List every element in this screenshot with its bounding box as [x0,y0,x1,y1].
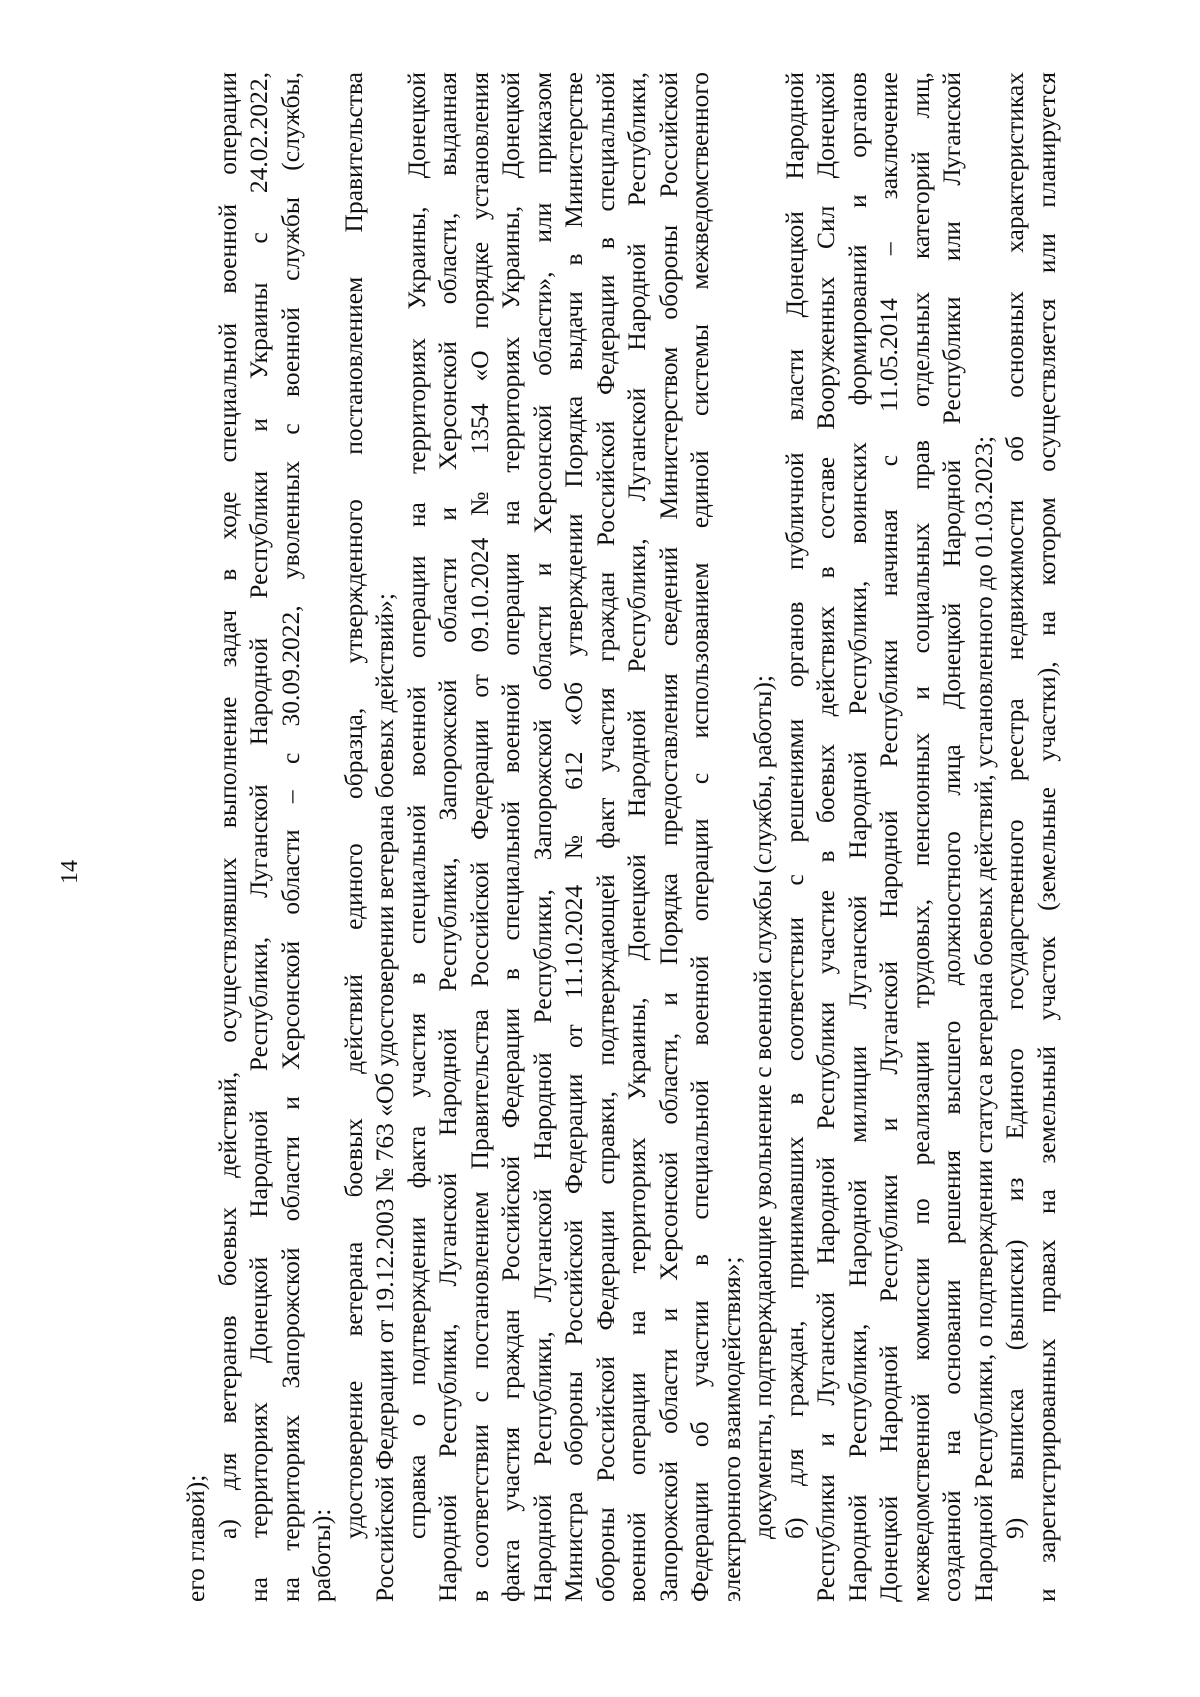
text-line: Народной Республики, Луганской Народной Республики, Запорожской области и Херсонской области», или приказом [527,72,557,1602]
text-line: Народной Республики, Народной милиции Луганской Народной Республики, воинских формирований и органов [842,72,872,1602]
document-body [180,72,1080,1602]
text-line: а) для ветеранов боевых действий, осуществлявших выполнение задач в ходе специальной военной операции [212,72,242,1539]
text-line: факта участия граждан Российской Федерации в специальной военной операции на территориях Украины, Донецкой [496,72,525,1602]
text-line: обороны Российской Федерации справки, подтверждающей факт участия граждан Российской Федерации в специальной [590,72,620,1602]
text-line: Запорожской области и Херсонской области, и Порядка предоставления сведений Министерством обороны Российской [653,72,683,1602]
text-line: его главой); [181,1474,210,1602]
text-line: и зарегистрированных правах на земельный участок (земельные участки), на котором осуществляется или планируется [1031,72,1061,1602]
text-line: Федерации об участии в специальной военной операции с использованием единой системы межведомственного [685,72,714,1602]
text-line: межведомственной комиссии по реализации трудовых, пенсионных и социальных прав отдельных категорий лиц, [905,72,935,1602]
text-line: электронного взаимодействия»; [716,1256,746,1602]
text-line: Народной Республики, Луганской Народной Республики, Запорожской области и Херсонской области, выданная [433,72,462,1602]
text-line: б) для граждан, принимавших в соответствии с решениями органов публичной власти Донецкой Народной [779,72,809,1539]
text-line: справка о подтверждении факта участия в специальной военной операции на территориях Украины, Донецкой [401,72,431,1539]
text-line: документы, подтверждающие увольнение с военной службы (службы, работы); [748,675,777,1539]
text-line: Российской Федерации от 19.12.2003 № 763 «Об удостоверении ветерана боевых действий»; [370,592,399,1602]
text-line: созданной на основании решения высшего должностного лица Донецкой Народной Республики или Луганской [937,72,966,1602]
text-line: в соответствии с постановлением Правительства Российской Федерации от 09.10.2024 № 1354 «О порядке установления [464,72,494,1602]
text-line: 9) выписка (выписки) из Единого государственного реестра недвижимости об основных характеристиках [1000,72,1029,1539]
text-line: военной операции на территориях Украины, Донецкой Народной Республики, Луганской Народной Республики, [622,72,651,1602]
text-line: Министра обороны Российской Федерации от 11.10.2024 № 612 «Об утверждении Порядка выдачи в Министерстве [559,72,588,1602]
text-line: удостоверение ветерана боевых действий единого образца, утвержденного постановлением Правительства [338,72,368,1539]
text-line: Народной Республики, о подтверждении статуса ветерана боевых действий, установленного до 01.03.2023; [968,435,998,1602]
text-line: Донецкой Народной Республики и Луганской Народной Республики начиная с 11.05.2014 – заключение [874,72,903,1602]
page-number: 14 [57,860,83,884]
text-line: работы): [307,1508,336,1602]
text-line: на территориях Запорожской области и Херсонской области – с 30.09.2022, уволенных с военной службы (службы, [275,72,305,1602]
text-line: на территориях Донецкой Народной Республики, Луганской Народной Республики и Украины с 24.02.2022, [244,72,273,1602]
text-line: Республики и Луганской Народной Республики участие в боевых действиях в составе Вооруженных Сил Донецкой [811,72,840,1602]
